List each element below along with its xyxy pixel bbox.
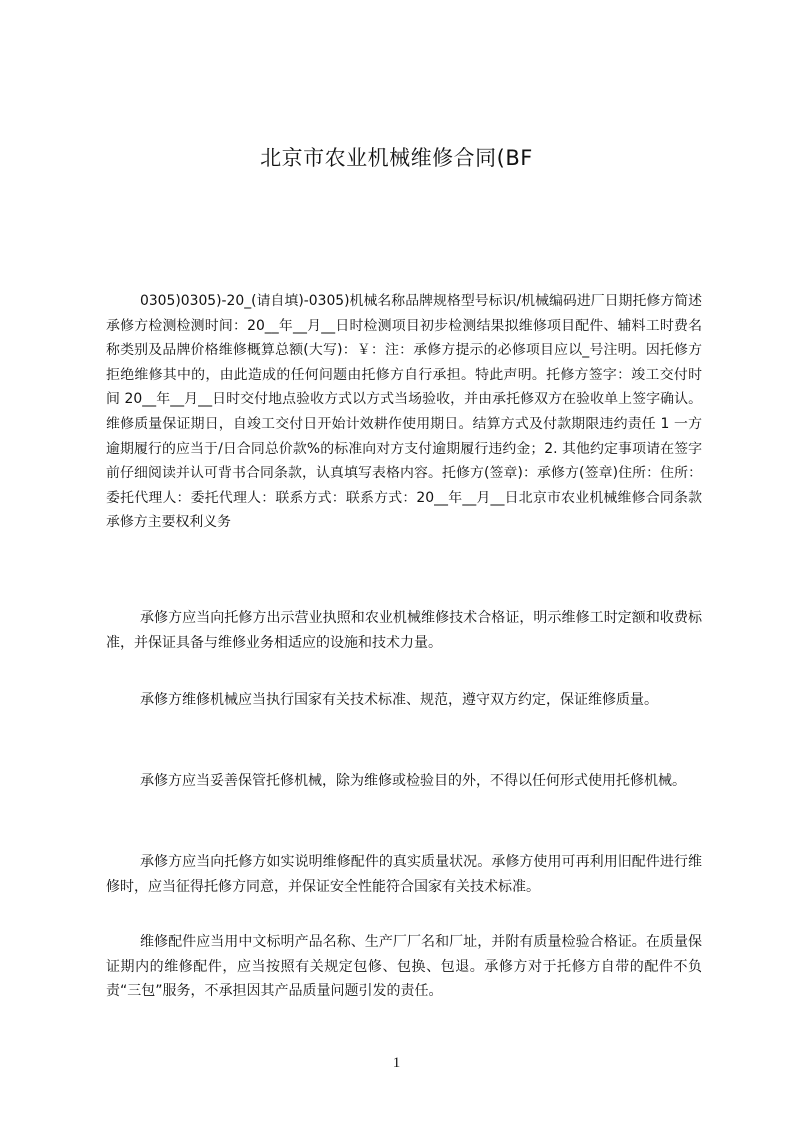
clause-business-license: 承修方应当向托修方出示营业执照和农业机械维修技术合格证，明示维修工时定额和收费标准，并保证具备与维修业务相适应的设施和技术力量。 [106, 610, 702, 651]
document-title: 北京市农业机械维修合同(BF [260, 146, 533, 170]
clause-machine-custody: 承修方应当妥善保管托修机械，除为维修或检验目的外，不得以任何形式使用托修机械。 [140, 773, 686, 789]
contract-form-paragraph: 0305)0305)-20_(请自填)-0305)机械名称品牌规格型号标识/机械编码进厂日期托修方简述承修方检测检测时间：20__年__月__日时检测项目初步检测结果拟维修项目配件、辅料工时费名称类别及品牌价格维修概算总额(大写)：￥：注：承修方提示的必修项目应以_号注明。因托修方拒绝维修其中的，由此造成的任何问题由托修方自行承担。特此声明。托修方签字：竣工交付时间 20__年__月__日时交付地点验收方式以方式当场验收，并由承托修双方在验收单上签字确认。维修质量保证期日，自竣工交付日开始计效耕作使用期日。结算方式及付款期限违约责任 1 一方逾期履行的应当于/日合同总价款%的标准向对方支付逾期履行违约金；2. 其他约定事项请在签字前仔细阅读并认可背书合同条款，认真填写表格内容。托修方(签章)：承修方(签章)住所：住所：委托代理人：委托代理人：联系方式：联系方式：20__年__月__日北京市农业机械维修合同条款承修方主要权利义务 [106, 293, 702, 531]
clause-parts-labeling: 维修配件应当用中文标明产品名称、生产厂厂名和厂址，并附有质量检验合格证。在质量保证期内的维修配件，应当按照有关规定包修、包换、包退。承修方对于托修方自带的配件不负责“三包”服务，不承担因其产品质量问题引发的责任。 [106, 934, 702, 1000]
clause-technical-standards: 承修方维修机械应当执行国家有关技术标准、规范，遵守双方约定，保证维修质量。 [140, 692, 658, 708]
clause-parts-quality: 承修方应当向托修方如实说明维修配件的真实质量状况。承修方使用可再利用旧配件进行维修时，应当征得托修方同意，并保证安全性能符合国家有关技术标准。 [106, 854, 702, 895]
page-number: 1 [392, 1055, 401, 1071]
